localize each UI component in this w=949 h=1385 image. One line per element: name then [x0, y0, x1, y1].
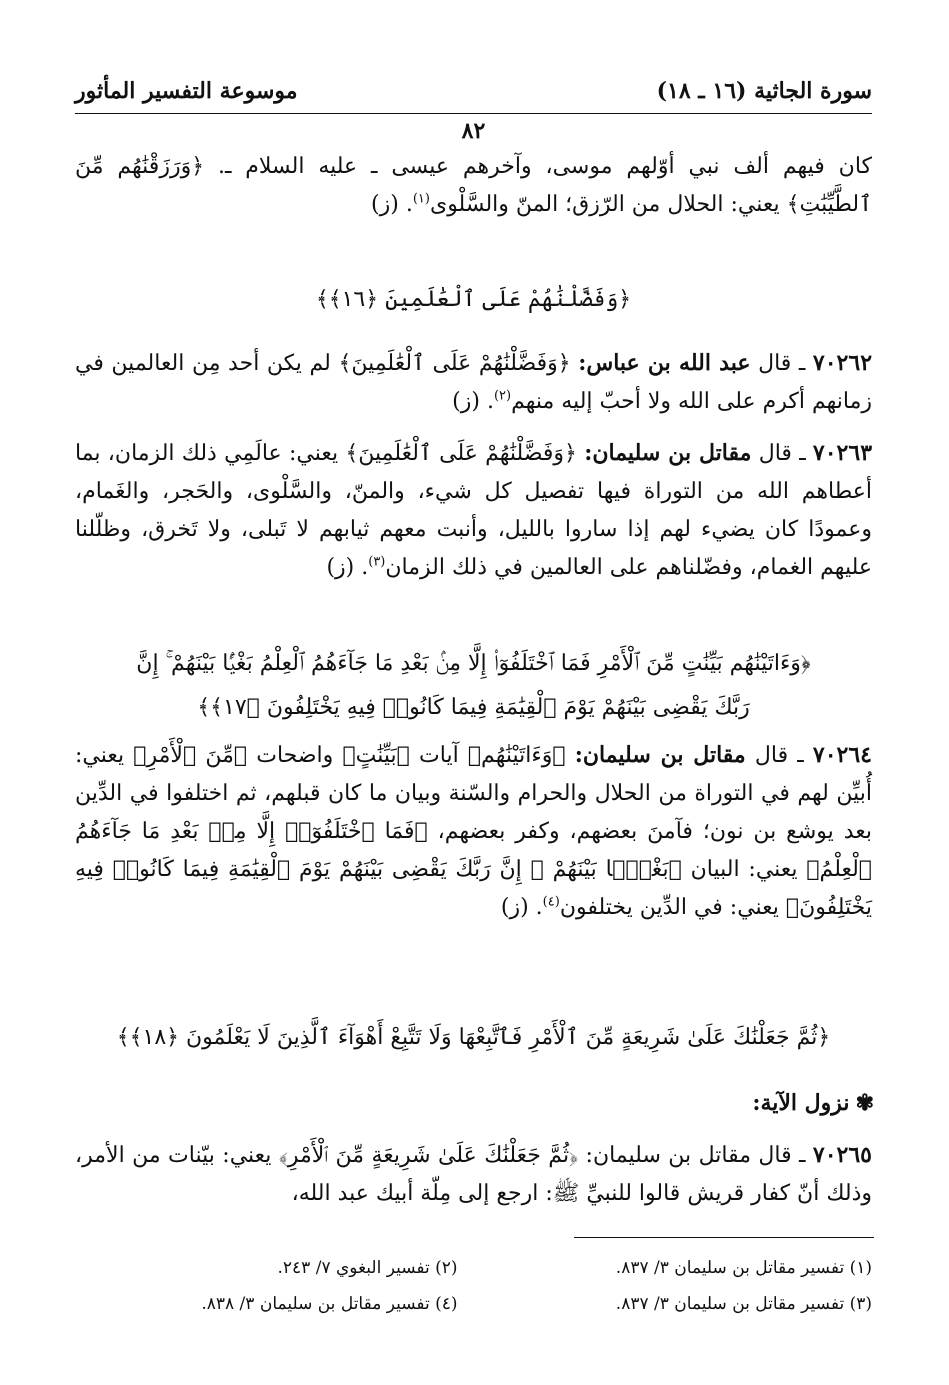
narrator-name: مقاتل بن سليمان: — [584, 440, 752, 466]
quran-quote: ﴿وَرَزَقْنَٰهُم مِّنَ ٱلطَّيِّبَٰتِ﴾ — [75, 154, 872, 217]
narrator-name: مقاتل بن سليمان: — [574, 742, 746, 768]
narration-text: . (ز) — [452, 389, 494, 414]
intro-text: كان فيهم ألف نبي أوّلهم موسى، وآخرهم عيسى ـ عليه السلام ـ. — [217, 154, 872, 179]
narration-70264 — [75, 736, 872, 927]
footnotes — [75, 1250, 872, 1322]
narration-number: ٧٠٢٦٣ — [812, 440, 873, 466]
narration-text: يعني: عالَمِي ذلك الزمان، بما أعطاهم الله من التوراة فيها تفصيل كل شيء، والمنّ، والسَّلْوى، والحَجر، والغَمام، وعمودًا كان يضيء لهم إذا ساروا بالليل، وأنبت معهم ثيابهم لا تَبلى، ولا تَخرق، وظلّلنا عليهم الغمام، وفضّلناهم على العالمين في ذلك الزمان — [75, 441, 872, 580]
intro-text: يعني: الحلال من الرّزق؛ المنّ والسَّلْوى — [429, 192, 780, 217]
flower-ornament-icon: ✾ — [855, 1090, 874, 1116]
narration-text: ـ قال — [758, 351, 806, 376]
footnote-rule — [574, 1237, 874, 1238]
footnote-row — [75, 1250, 872, 1286]
verse-line: رَبَّكَ يَقْضِى بَيْنَهُمْ يَوْمَ ٱلْقِيَٰمَةِ فِيمَا كَانُوا۟ فِيهِ يَخْتَلِفُونَ ﴿١٧﴾﴾ — [197, 695, 750, 720]
footnote-4: (٤) تفسير مقاتل بن سليمان ٣/ ٨٣٨. — [201, 1294, 458, 1314]
narration-number: ٧٠٢٦٤ — [812, 742, 872, 768]
quran-quote: ﴿وَفَضَّلْنَٰهُمْ عَلَى ٱلْعَٰلَمِينَ﴾ — [345, 441, 577, 466]
narration-70263 — [75, 434, 872, 587]
footnote-ref: (٣) — [368, 554, 386, 570]
verse-line: ﴿وَءَاتَيْنَٰهُم بَيِّنَٰتٍ مِّنَ ٱلْأَمْرِ فَمَا ٱخْتَلَفُوٓا۟ إِلَّا مِنۢ بَعْدِ مَا جَآءَهُمُ ٱلْعِلْمُ بَغْيًۢا بَيْنَهُمْ ۚ إِنَّ — [136, 651, 811, 676]
quran-quote: ﴿وَفَضَّلْنَٰهُمْ عَلَى ٱلْعَٰلَمِينَ﴾ — [338, 351, 571, 376]
narration-text: ـ قال مقاتل بن سليمان: ﴿ثُمَّ جَعَلْنَٰكَ عَلَىٰ شَرِيعَةٍ مِّنَ ٱلْأَمْرِ﴾ يعني: بيّنات من الأمر، وذلك أنّ كفار قريش قالوا للنبيِّ ﷺ: ارجع إلى مِلّة أبيك عبد الله، — [75, 1143, 872, 1206]
section-heading — [752, 1090, 874, 1116]
book-title: موسوعة التفسير المأثور — [75, 78, 298, 104]
verse-18: ﴿ثُمَّ جَعَلْنَٰكَ عَلَىٰ شَرِيعَةٍ مِّنَ ٱلْأَمْرِ فَٱتَّبِعْهَا وَلَا تَتَّبِعْ أَهْوَآءَ ٱلَّذِينَ لَا يَعْلَمُونَ ﴿١٨﴾﴾ — [116, 1025, 831, 1050]
narration-number: ٧٠٢٦٢ — [812, 350, 873, 376]
narration-text: . (ز) — [500, 895, 543, 920]
narration-text: ـ قال — [758, 441, 806, 466]
footnote-ref: (٢) — [493, 388, 512, 404]
narration-70262 — [75, 344, 872, 421]
page-number: ٨٢ — [461, 118, 486, 144]
narration-number: ٧٠٢٦٥ — [812, 1142, 872, 1168]
narrator-name: عبد الله بن عباس: — [578, 350, 751, 376]
intro-paragraph — [75, 148, 872, 224]
page-header — [75, 78, 872, 144]
footnote-3: (٣) تفسير مقاتل بن سليمان ٣/ ٨٣٧. — [615, 1294, 872, 1314]
section-heading-text: نزول الآية: — [752, 1090, 850, 1116]
footnote-1: (١) تفسير مقاتل بن سليمان ٣/ ٨٣٧. — [615, 1258, 872, 1278]
verse-16: ﴿وَفَضَّلْنَٰهُمْ عَلَى ٱلْعَٰلَمِينَ ﴿١٦﴾﴾ — [315, 287, 632, 312]
narration-text: لم يكن أحد مِن العالمين في زمانهم أكرم على الله ولا أحبّ إليه منهم — [75, 351, 872, 414]
verse-17 — [75, 642, 872, 730]
surah-title: سورة الجاثية (١٦ ـ ١٨) — [656, 78, 872, 104]
narration-70265 — [75, 1136, 872, 1213]
narration-text: ـ قال — [754, 743, 804, 768]
footnote-2: (٢) تفسير البغوي ٧/ ٢٤٣. — [277, 1258, 458, 1278]
narration-text: ﴿وَءَاتَيْنَٰهُم﴾ آيات ﴿بَيِّنَٰتٍ﴾ واضحات ﴿مِّنَ ٱلْأَمْرِ﴾ يعني: أُبيِّن لهم في التوراة من الحلال والحرام والسّنة وبيان ما كان قبلهم، ثم اختلفوا في الدِّين بعد يوشع بن نون؛ فآمنَ بعضهم، وكفر بعضهم، ﴿فَمَا ٱخْتَلَفُوٓا۟ إِلَّا مِنۢ بَعْدِ مَا جَآءَهُمُ ٱلْعِلْمُ﴾ يعني: البيان ﴿بَغْيًۢا بَيْنَهُمْ ۚ إِنَّ رَبَّكَ يَقْضِى بَيْنَهُمْ يَوْمَ ٱلْقِيَٰمَةِ فِيمَا كَانُوا۟ فِيهِ يَخْتَلِفُونَ﴾ يعني: في الدِّين يختلفون — [75, 743, 872, 920]
footnote-row — [75, 1286, 872, 1322]
header-rule — [75, 113, 872, 114]
footnote-ref: (٤) — [542, 894, 560, 910]
footnote-ref: (١) — [412, 191, 430, 207]
narration-text: . (ز) — [326, 555, 369, 580]
intro-text: . (ز) — [371, 192, 413, 217]
